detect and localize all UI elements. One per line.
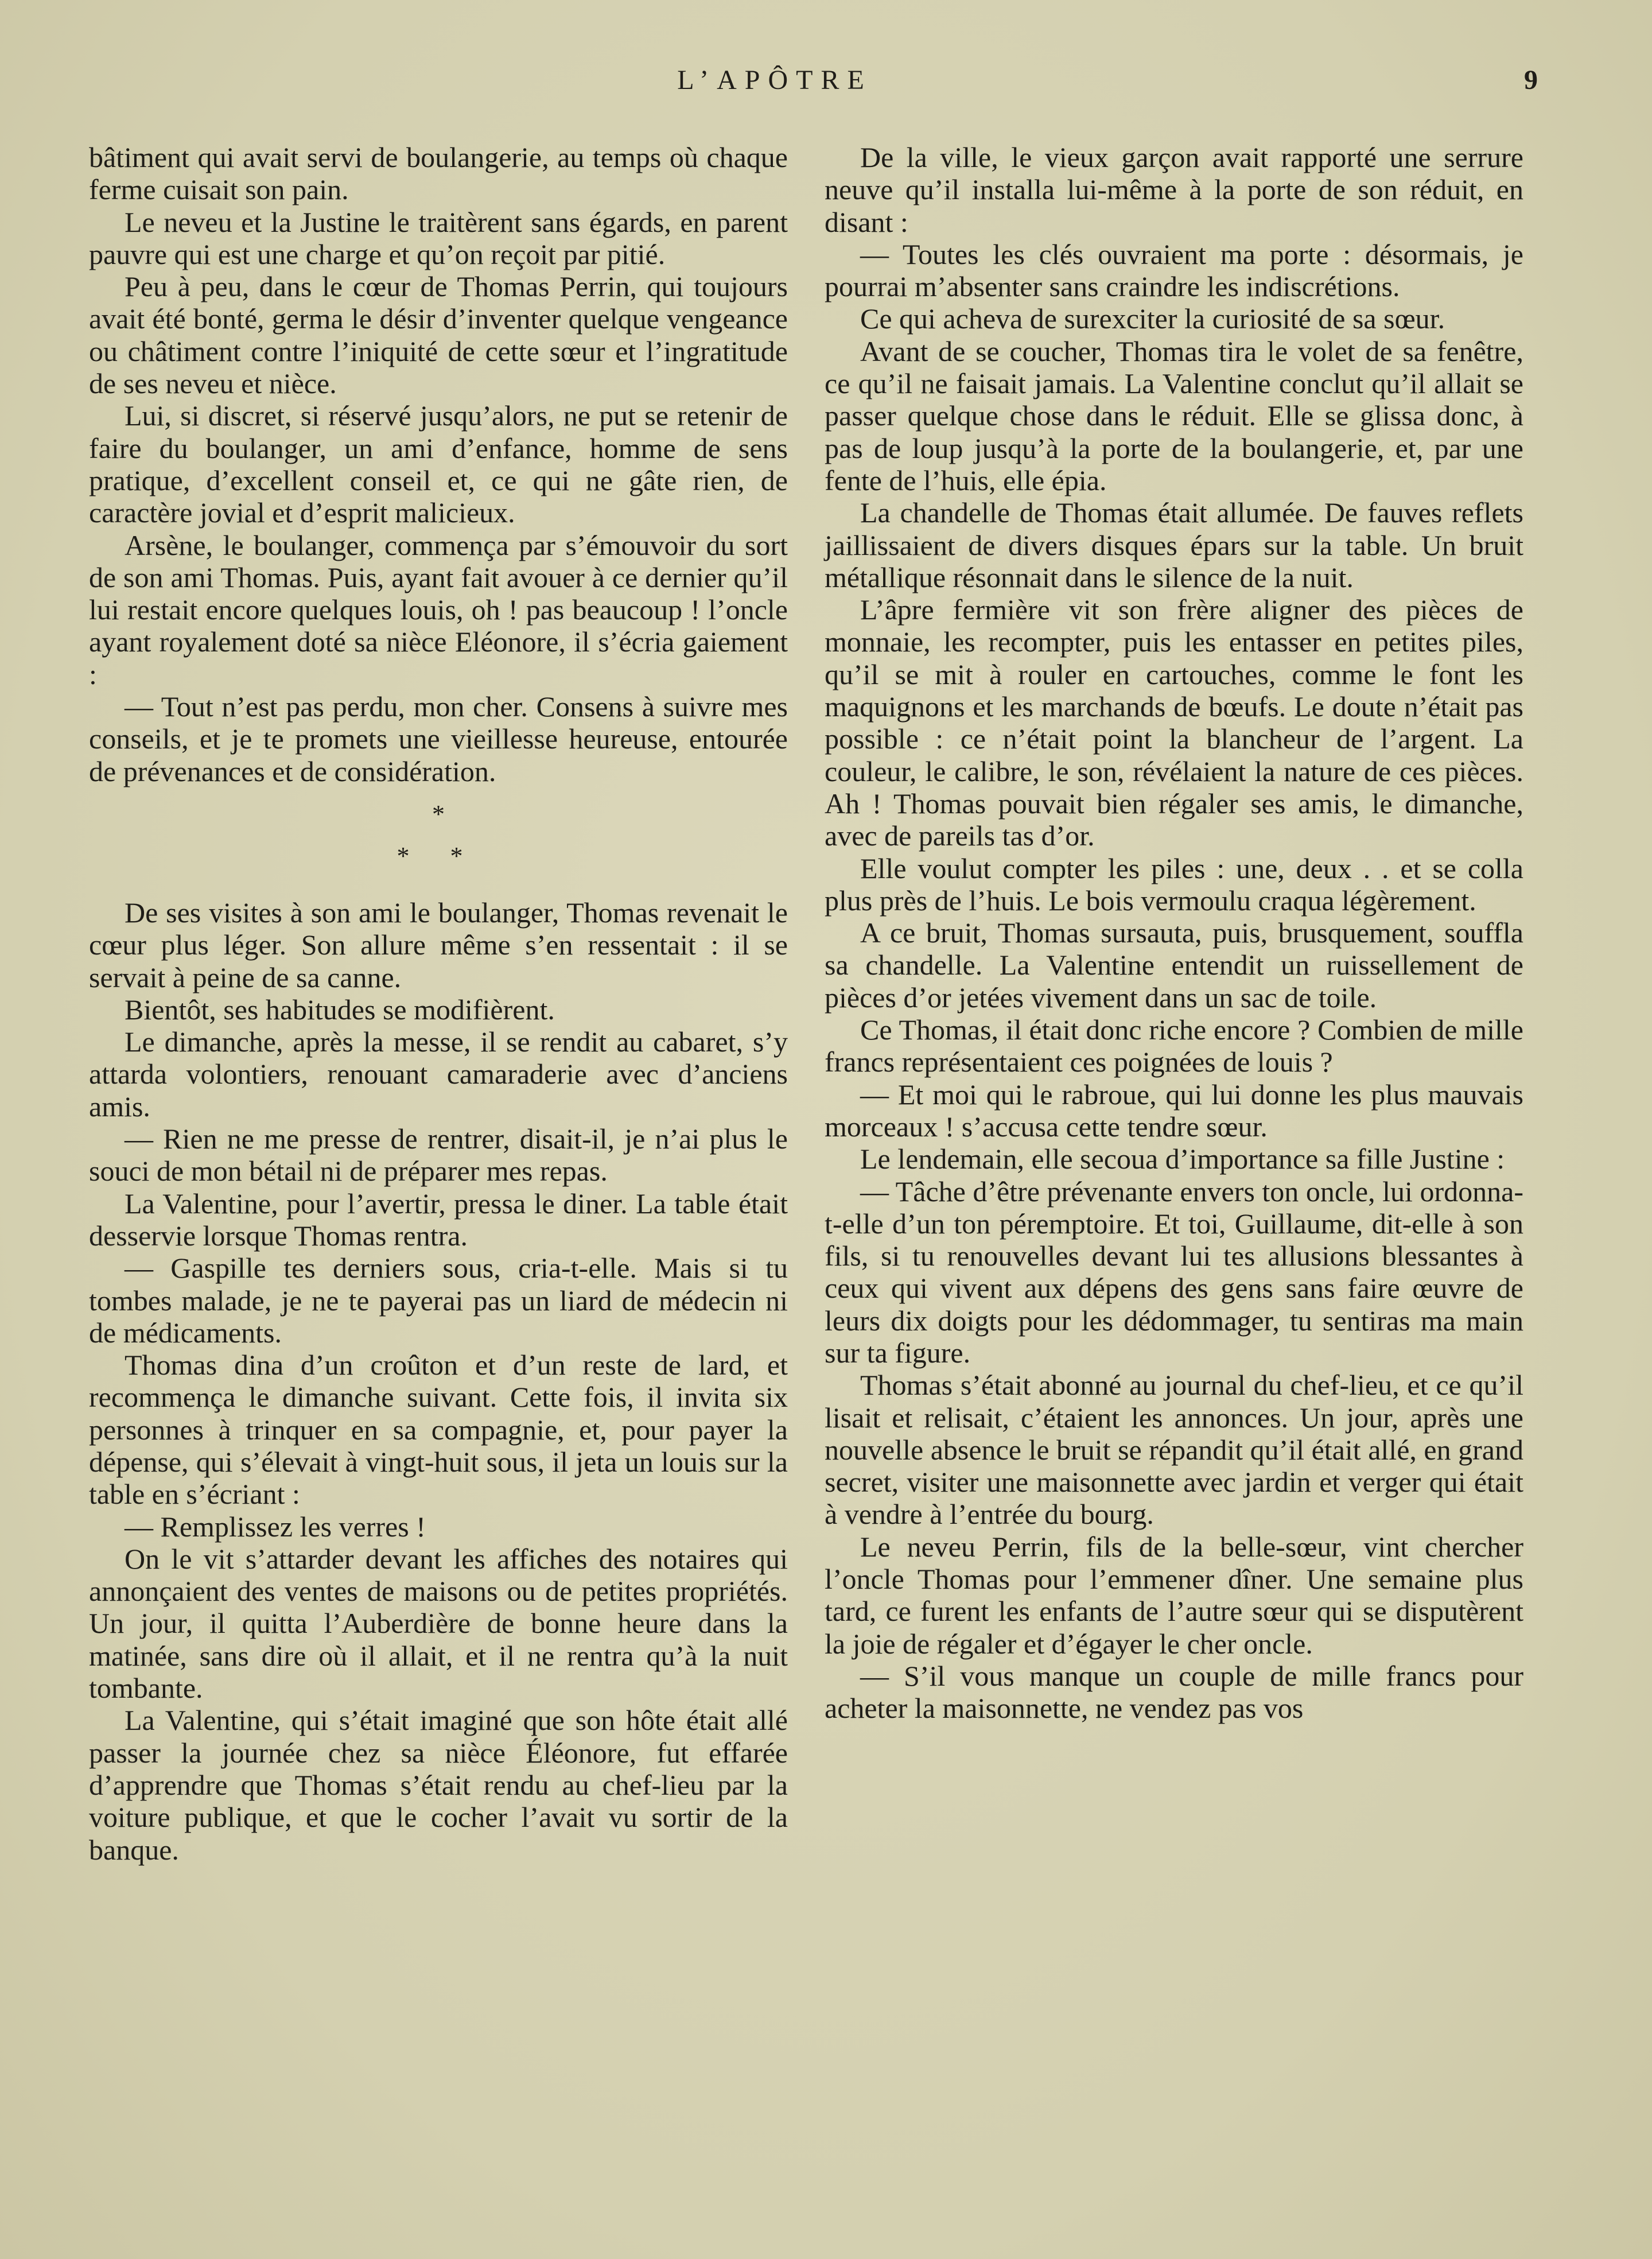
paragraph: De la ville, le vieux garçon avait rapporté une serrure neuve qu’il installa lui-même à la porte de son réduit, en disant : xyxy=(825,141,1523,238)
page-number: 9 xyxy=(1524,65,1538,95)
paragraph: Thomas s’était abonné au journal du chef-lieu, et ce qu’il lisait et relisait, c’étaient les annonces. Un jour, après une nouvelle absence le bruit se répandit qu’il était allé, en grand secret, visiter une maisonnette avec jardin et verger qui était à vendre à l’entrée du bourg. xyxy=(825,1369,1523,1531)
paragraph: — Tâche d’être prévenante envers ton oncle, lui ordonna-t-elle d’un ton péremptoire. Et toi, Guillaume, dit-elle à son fils, si tu renouvelles devant lui tes allusions blessantes à ceux qui vivent aux dépens des gens sans faire œuvre de leurs dix doigts pour les dédommager, tu sentiras ma main sur ta figure. xyxy=(825,1175,1523,1369)
paragraph: De ses visites à son ami le boulanger, Thomas revenait le cœur plus léger. Son allure même s’en ressentait : il se servait à peine de sa canne. xyxy=(89,896,788,993)
paragraph: Thomas dina d’un croûton et d’un reste de lard, et recommença le dimanche suivant. Cette fois, il invita six personnes à trinquer en sa compagnie, et, pour payer la dépense, qui s’élevait à vingt-huit sous, il jeta un louis sur la table en s’écriant : xyxy=(89,1349,788,1511)
paragraph: La Valentine, pour l’avertir, pressa le diner. La table était desservie lorsque Thomas rentra. xyxy=(89,1187,788,1252)
paragraph: La chandelle de Thomas était allumée. De fauves reflets jaillissaient de divers disques épars sur la table. Un bruit métallique résonnait dans le silence de la nuit. xyxy=(825,496,1523,593)
paragraph: Ce qui acheva de surexciter la curiosité de sa sœur. xyxy=(860,302,1445,335)
paragraph: A ce bruit, Thomas sursauta, puis, brusquement, souffla sa chandelle. La Valentine entendit un ruissellement de pièces d’or jetées vivement dans un sac de toile. xyxy=(825,917,1523,1014)
paragraph: — Remplissez les verres ! xyxy=(125,1510,426,1543)
paragraph: — Tout n’est pas perdu, mon cher. Consens à suivre mes conseils, et je te promets une vieillesse heureuse, entourée de prévenances et de considération. xyxy=(89,690,788,787)
section-separator-top: * xyxy=(432,799,445,828)
paragraph: — Rien ne me presse de rentrer, disait-il, je n’ai plus le souci de mon bétail ni de préparer mes repas. xyxy=(89,1123,788,1187)
paragraph: bâtiment qui avait servi de boulangerie, au temps où chaque ferme cuisait son pain. xyxy=(89,141,788,206)
paragraph: Ce Thomas, il était donc riche encore ? Combien de mille francs représentaient ces poignées de louis ? xyxy=(825,1014,1523,1078)
paragraph: — Toutes les clés ouvraient ma porte : désormais, je pourrai m’absenter sans craindre les indiscrétions. xyxy=(825,238,1523,303)
paragraph: — Et moi qui le rabroue, qui lui donne les plus mauvais morceaux ! s’accusa cette tendre sœur. xyxy=(825,1078,1523,1143)
paragraph: Le lendemain, elle secoua d’importance sa fille Justine : xyxy=(860,1143,1505,1175)
page-header xyxy=(0,64,1652,110)
paragraph: — S’il vous manque un couple de mille francs pour acheter la maisonnette, ne vendez pas vos xyxy=(825,1659,1523,1725)
running-title: L’APÔTRE xyxy=(677,65,872,95)
paragraph: Arsène, le boulanger, commença par s’émouvoir du sort de son ami Thomas. Puis, ayant fait avouer à ce dernier qu’il lui restait encore quelques louis, oh ! pas beaucoup ! l’oncle ayant royalement doté sa nièce Eléonore, il s’écria gaiement : xyxy=(89,529,788,690)
right-column xyxy=(825,141,1523,1725)
paragraph: On le vit s’attarder devant les affiches des notaires qui annonçaient des ventes de maisons ou de petites propriétés. Un jour, il quitta l’Auberdière de bonne heure dans la matinée, sans dire où il allait, et il ne rentra qu’à la nuit tombante. xyxy=(89,1542,788,1705)
paragraph: Le neveu Perrin, fils de la belle-sœur, vint chercher l’oncle Thomas pour l’emmener dîner. Une semaine plus tard, ce furent les enfants de l’autre sœur qui se disputèrent la joie de régaler et d’égayer le cher oncle. xyxy=(825,1530,1523,1660)
paragraph: Avant de se coucher, Thomas tira le volet de sa fenêtre, ce qu’il ne faisait jamais. La Valentine conclut qu’il allait se passer quelque chose dans le réduit. Elle se glissa donc, à pas de loup jusqu’à la porte de la boulangerie, et, par une fente de l’huis, elle épia. xyxy=(825,335,1523,496)
paragraph: Le neveu et la Justine le traitèrent sans égards, en parent pauvre qui est une charge et qu’on reçoit par pitié. xyxy=(89,205,788,270)
paragraph: Peu à peu, dans le cœur de Thomas Perrin, qui toujours avait été bonté, germa le désir d’inventer quelque vengeance ou châtiment contre l’iniquité de cette sœur et l’ingratitude de ses neveu et nièce. xyxy=(89,270,788,400)
paragraph: La Valentine, qui s’était imaginé que son hôte était allé passer la journée chez sa nièce Éléonore, fut effarée d’apprendre que Thomas s’était rendu au chef-lieu par la voiture publique, et que le cocher l’avait vu sortir de la banque. xyxy=(89,1704,788,1866)
section-separator-bottom: * * xyxy=(397,841,480,870)
paragraph: Le dimanche, après la messe, il se rendit au cabaret, s’y attarda volontiers, renouant camaraderie avec d’anciens amis. xyxy=(89,1026,788,1123)
paragraph: Bientôt, ses habitudes se modifièrent. xyxy=(125,993,555,1026)
paragraph: Elle voulut compter les piles : une, deux . . et se colla plus près de l’huis. Le bois vermoulu craqua légèrement. xyxy=(825,852,1523,917)
paragraph: L’âpre fermière vit son frère aligner des pièces de monnaie, les recompter, puis les entasser en petites piles, qu’il se mit à rouler en cartouches, comme le font les maquignons et les marchands de bœufs. Le doute n’était pas possible : ce n’était point la blancheur de l’argent. La couleur, le calibre, le son, révélaient la nature de ces pièces. Ah ! Thomas pouvait bien régaler ses amis, le dimanche, avec de pareils tas d’or. xyxy=(825,593,1523,852)
paragraph: — Gaspille tes derniers sous, cria-t-elle. Mais si tu tombes malade, je ne te payerai pas un liard de médecin ni de médicaments. xyxy=(89,1252,788,1349)
left-column xyxy=(89,141,788,1866)
paragraph: Lui, si discret, si réservé jusqu’alors, ne put se retenir de faire du boulanger, un ami d’enfance, homme de sens pratique, d’excellent conseil et, ce qui ne gâte rien, de caractère jovial et d’esprit malicieux. xyxy=(89,399,788,529)
